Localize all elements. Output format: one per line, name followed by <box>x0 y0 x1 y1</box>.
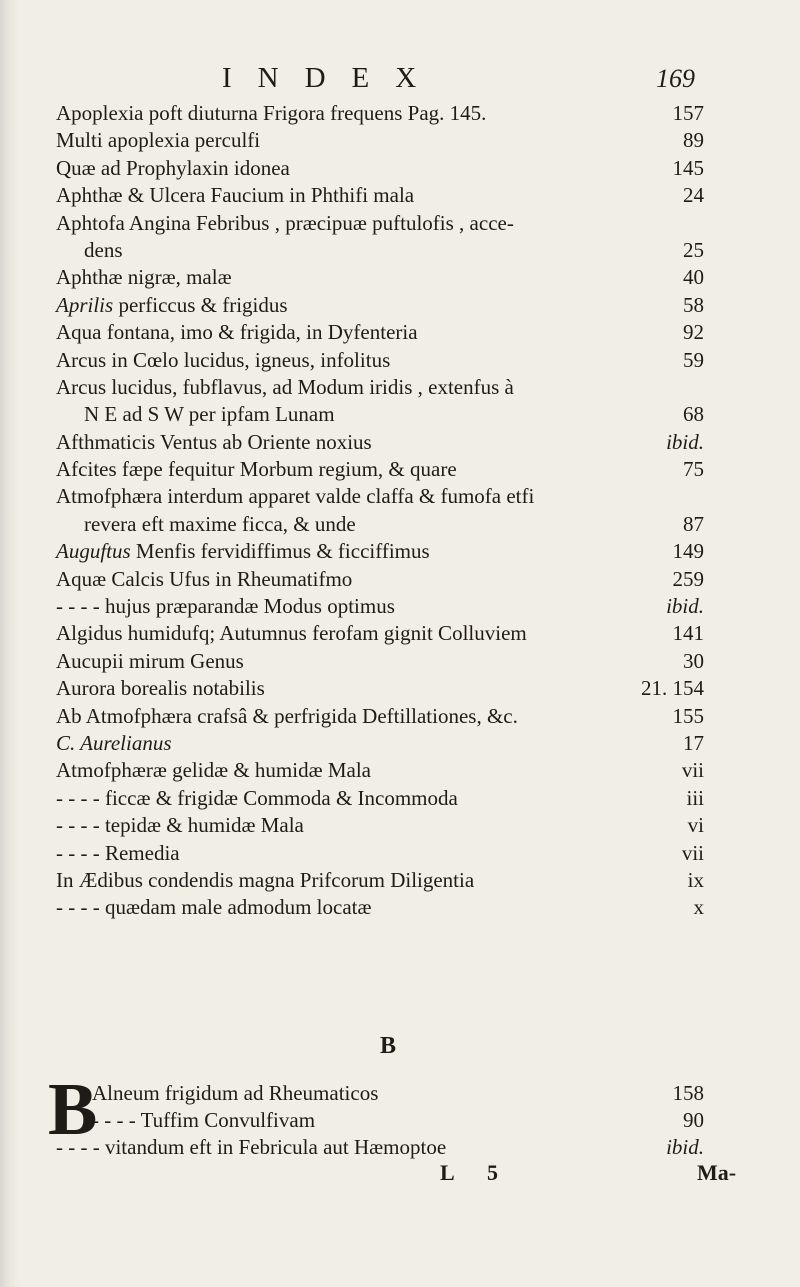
entry-page-ref: 75 <box>683 457 704 482</box>
index-entry <box>0 319 800 346</box>
entry-page-ref: 24 <box>683 183 704 208</box>
entry-text: - - - - tepidæ & humidæ Mala <box>56 813 304 838</box>
drop-cap: B <box>48 1069 98 1151</box>
index-entry <box>0 511 800 538</box>
entry-text: Aprilis perficcus & frigidus <box>56 292 288 317</box>
index-entry <box>0 840 800 867</box>
index-entry <box>0 264 800 291</box>
entry-text: Atmofphæra interdum apparet valde claffa & fumofa etfi <box>56 484 535 509</box>
entry-page-ref: vii <box>681 840 704 865</box>
index-entry <box>0 538 800 565</box>
entry-page-ref: 25 <box>683 237 704 262</box>
index-entry <box>0 703 800 730</box>
index-entry <box>0 675 800 702</box>
index-entry <box>0 593 800 620</box>
entry-page-ref: 155 <box>672 703 704 728</box>
entry-page-ref: vi <box>687 813 704 838</box>
running-head: INDEX <box>222 62 443 94</box>
entry-page-ref: 157 <box>672 101 704 125</box>
entry-text: dens <box>84 237 123 262</box>
index-entry <box>0 566 800 593</box>
entry-page-ref: x <box>693 895 704 920</box>
page-header <box>0 62 800 92</box>
entry-page-ref: ix <box>687 867 704 892</box>
entry-page-ref: 158 <box>672 1081 704 1105</box>
entry-text: Arcus lucidus, fubflavus, ad Modum iridis , extenfus à <box>56 374 514 399</box>
entry-text: Aphtofa Angina Febribus , præcipuæ puftulofis , acce- <box>56 210 514 235</box>
entry-text: Aqua fontana, imo & frigida, in Dyfenteria <box>56 320 418 345</box>
entry-text: Afthmaticis Ventus ab Oriente noxius <box>56 429 372 454</box>
entry-page-ref: 90 <box>683 1108 704 1132</box>
entry-page-ref: 40 <box>683 265 704 290</box>
entry-text: Algidus humidufq; Autumnus ferofam gignit Colluviem <box>56 621 527 646</box>
entry-text: - - - - Tuffim Convulfivam <box>92 1108 316 1132</box>
page-number: 169 <box>656 64 695 93</box>
index-entry <box>0 374 800 401</box>
entry-page-ref: 149 <box>672 539 704 564</box>
index-entry <box>0 620 800 647</box>
entry-page-ref: 259 <box>672 566 704 591</box>
index-entry <box>0 894 800 921</box>
entry-page-ref: 141 <box>672 621 704 646</box>
index-entry <box>0 182 800 209</box>
index-entry <box>0 648 800 675</box>
entry-page-ref: 59 <box>683 347 704 372</box>
index-entry <box>0 210 800 237</box>
index-entry <box>0 401 800 428</box>
entry-text: Aurora borealis notabilis <box>56 676 265 701</box>
entry-text: Arcus in Cœlo lucidus, igneus, infolitus <box>56 347 391 372</box>
entry-text: Afcites fæpe fequitur Morbum regium, & quare <box>56 457 457 482</box>
entry-text: Aucupii mirum Genus <box>56 648 244 673</box>
index-entry <box>0 237 800 264</box>
index-entry <box>0 730 800 757</box>
entry-text: C. Aurelianus <box>56 730 172 755</box>
entry-text: - - - - quædam male admodum locatæ <box>56 895 372 920</box>
entry-page-ref: 145 <box>672 155 704 180</box>
index-entry <box>0 429 800 456</box>
entry-text: In Ædibus condendis magna Prifcorum Diligentia <box>56 867 475 892</box>
entry-page-ref: 89 <box>683 128 704 153</box>
index-entry <box>0 100 800 127</box>
entry-text: Alneum frigidum ad Rheumaticos <box>92 1081 379 1105</box>
catchword: Ma- <box>697 1160 737 1185</box>
index-entry <box>0 1107 800 1134</box>
entry-page-ref: ibid. <box>666 594 704 619</box>
index-entry <box>0 347 800 374</box>
entry-page-ref: 92 <box>683 320 704 345</box>
entry-page-ref: 68 <box>683 402 704 427</box>
entry-page-ref: 17 <box>683 730 704 755</box>
entry-text: Aphthæ & Ulcera Faucium in Phthifi mala <box>56 183 415 208</box>
index-entries-a <box>0 100 800 922</box>
entry-page-ref: ibid. <box>666 429 704 454</box>
index-entry <box>0 867 800 894</box>
index-entry <box>0 155 800 182</box>
entry-page-ref: vii <box>681 758 704 783</box>
entry-page-ref: ibid. <box>666 1135 704 1159</box>
index-entry <box>0 483 800 510</box>
page-footer <box>0 1160 800 1188</box>
entry-page-ref: 30 <box>683 648 704 673</box>
entry-text: - - - - vitandum eft in Febricula aut Hæmoptoe <box>56 1135 447 1159</box>
entry-page-ref: 21. 154 <box>641 676 704 701</box>
index-entry <box>0 456 800 483</box>
entry-text: - - - - Remedia <box>56 840 180 865</box>
entry-page-ref: 87 <box>683 511 704 536</box>
index-entry <box>0 785 800 812</box>
entry-text: Apoplexia poft diuturna Frigora frequens Pag. 145. <box>56 101 487 125</box>
index-entry <box>0 127 800 154</box>
section-letter-b: B <box>380 1033 397 1059</box>
signature-mark: L 5 <box>440 1160 512 1185</box>
entry-text: Aphthæ nigræ, malæ <box>56 265 232 290</box>
entry-text: Aquæ Calcis Ufus in Rheumatifmo <box>56 566 353 591</box>
entry-page-ref: 58 <box>683 292 704 317</box>
index-entry <box>0 1080 800 1107</box>
entry-text: Multi apoplexia perculfi <box>56 128 261 153</box>
entry-page-ref: iii <box>686 785 704 810</box>
index-entry <box>0 812 800 839</box>
entry-text: Auguftus Menfis fervidiffimus & ficciffimus <box>56 539 430 564</box>
index-entries-b <box>0 1069 800 1161</box>
entry-text: Quæ ad Prophylaxin idonea <box>56 155 290 180</box>
entry-text: revera eft maxime ficca, & unde <box>84 511 356 536</box>
entry-text: - - - - ficcæ & frigidæ Commoda & Incommoda <box>56 785 458 810</box>
entry-text: Ab Atmofphæra crafsâ & perfrigida Deftillationes, &c. <box>56 703 518 728</box>
entry-text: N E ad S W per ipfam Lunam <box>84 402 335 427</box>
entry-text: - - - - hujus præparandæ Modus optimus <box>56 594 395 619</box>
index-entry <box>0 757 800 784</box>
index-entry <box>0 1134 800 1161</box>
index-entry <box>0 292 800 319</box>
entry-text: Atmofphæræ gelidæ & humidæ Mala <box>56 758 371 783</box>
